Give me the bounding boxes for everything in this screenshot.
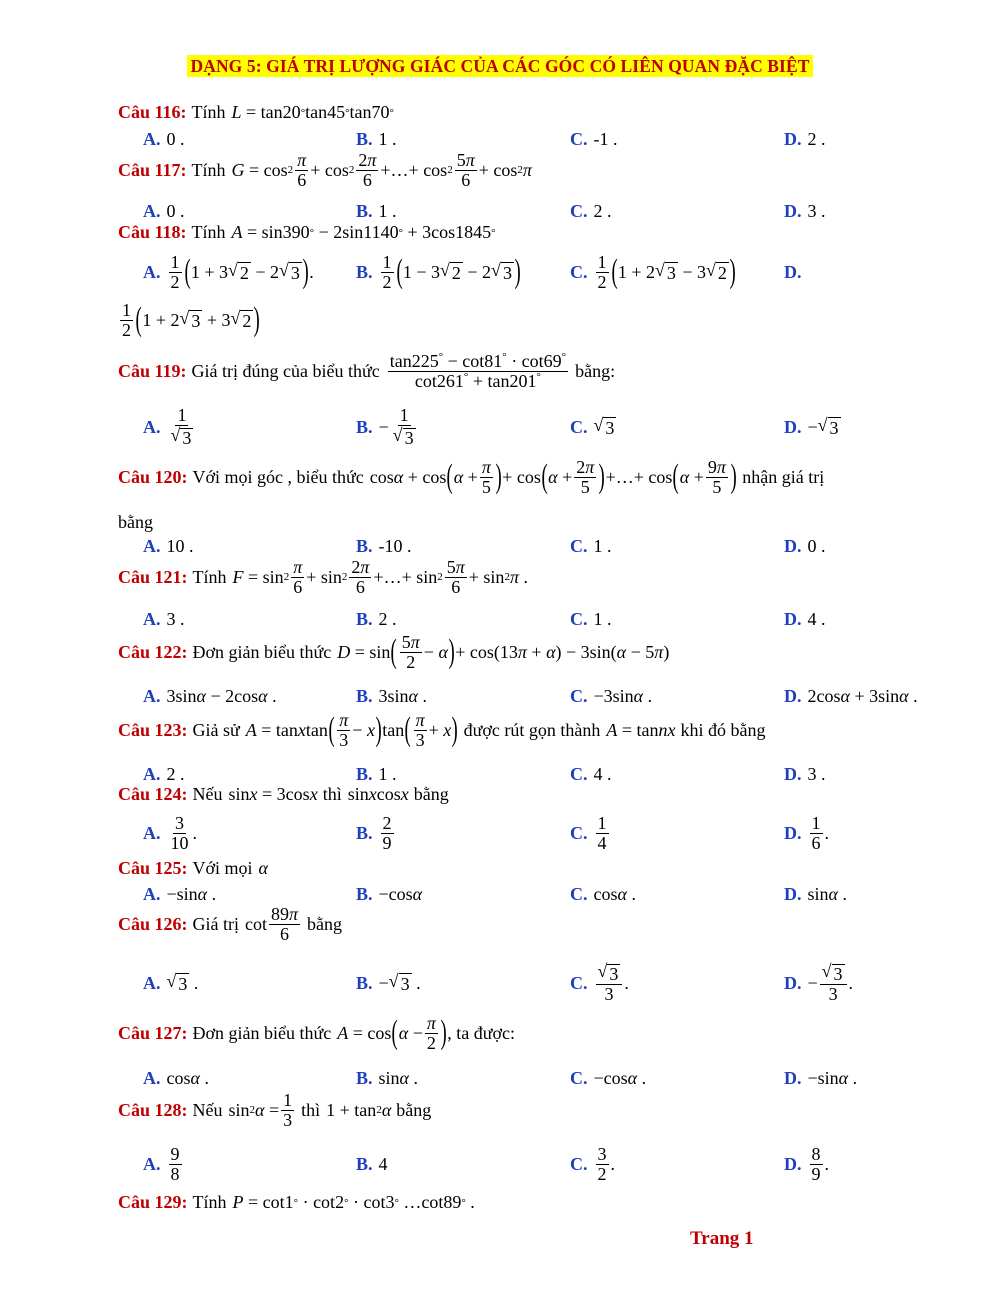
page-number: Trang 1 <box>690 1228 754 1249</box>
formula-result: A = tan nx <box>606 719 676 740</box>
option-c[interactable]: C. 1 . <box>570 608 612 629</box>
question-124 <box>118 784 455 805</box>
question-text: Với mọi góc , biểu thức <box>192 466 364 487</box>
formula: A = sin390 ° − 2sin1140 ° + 3cos1845 ° <box>231 222 496 242</box>
question-116 <box>118 102 394 123</box>
formula: D = sin ( $\frac{5\pi}{2}$ − α ) + cos(13 π + α ) − 3sin( α − 5 π ) <box>337 632 670 672</box>
question-125 <box>118 858 268 879</box>
question-text: Nếu <box>192 1099 223 1120</box>
question-text: Tính <box>191 222 226 242</box>
option-d[interactable]: D. <box>784 261 802 282</box>
options-124 <box>143 810 963 856</box>
option-b[interactable]: B. 1 . <box>356 200 397 221</box>
option-c[interactable]: C. √ 3 <box>570 415 615 438</box>
options-120 <box>143 531 963 561</box>
option-c[interactable]: C. −3sin α . <box>570 685 653 706</box>
formula: L = tan20 ° tan45 ° tan70 ° <box>231 102 394 122</box>
question-label: Câu 125: <box>118 858 188 878</box>
option-c[interactable]: C. $\frac{1}{2}$ ( 1 + 2 √ 3 − 3 √ 2 ) <box>570 251 736 292</box>
formula: G = cos 2 $\frac{\pi}{6}$ + cos 2 $\frac{2\pi}{6}$ +…+ cos 2 $\frac{5\pi}{6}$ + cos 2 π <box>231 150 532 190</box>
question-label: Câu 127: <box>118 1022 188 1043</box>
question-text-after: bằng <box>396 1099 432 1120</box>
option-c[interactable]: C. 2 . <box>570 200 612 221</box>
formula: sin 2 α = $\frac{1}{3}$ <box>228 1090 293 1130</box>
option-b[interactable]: B. 3sin α . <box>356 685 427 706</box>
option-a[interactable]: A. 10 . <box>143 535 194 556</box>
option-c[interactable]: C. cos α . <box>570 883 636 904</box>
options-127 <box>143 1063 963 1093</box>
question-121 <box>118 558 528 597</box>
question-129 <box>118 1192 475 1213</box>
options-119 <box>143 404 963 450</box>
option-a[interactable]: A. 1 √ 3 <box>143 405 192 448</box>
option-c[interactable]: C. 1 . <box>570 535 612 556</box>
question-text-after: , ta được: <box>447 1022 515 1043</box>
option-d[interactable]: D. − √ 3 3 . <box>784 961 854 1004</box>
question-label: Câu 117: <box>118 159 187 180</box>
option-b[interactable]: B. 2 . <box>356 608 397 629</box>
option-b[interactable]: B. 4 <box>356 1153 388 1174</box>
formula: A = tan x tan ( $\frac{\pi}{3}$ − x ) tan ( $\frac{\pi}{3}$ + x ) <box>245 710 459 750</box>
question-text-after: khi đó bằng <box>680 719 766 740</box>
question-text-mid: thì <box>301 1099 321 1120</box>
question-label: Câu 123: <box>118 719 188 740</box>
options-121 <box>143 604 963 634</box>
option-a[interactable]: A. $\frac{9}{8}$ <box>143 1143 180 1184</box>
option-b[interactable]: B. 1 . <box>356 128 397 149</box>
option-d-continued: $\frac{1}{2}$ ( 1 + 2 √ 3 + 3 √ 2 ) <box>122 300 261 340</box>
option-b[interactable]: B. 1 . <box>356 763 397 784</box>
options-128 <box>143 1141 963 1187</box>
option-a[interactable]: A. 3 . <box>143 608 185 629</box>
formula: P = cot1 ° · cot2 ° · cot3 ° …cot89 ° . <box>232 1192 475 1212</box>
question-120-continued: bằng <box>118 512 153 532</box>
option-a[interactable]: A. 2 . <box>143 763 185 784</box>
question-text-after: bằng <box>307 913 343 934</box>
formula: $\frac{\tan 225^\circ - \cot 81^\circ \cdot \cot 69^\circ}{\cot 261^\circ + \tan 201^\circ}$ <box>389 351 567 391</box>
question-text: Giá trị đúng của biểu thức <box>191 360 380 381</box>
question-126 <box>118 905 348 944</box>
options-118 <box>143 250 963 294</box>
question-text: Với mọi <box>192 858 253 878</box>
question-text: Đơn giản biểu thức <box>192 641 332 662</box>
question-text-mid: được rút gọn thành <box>463 719 601 740</box>
question-127 <box>118 1014 521 1053</box>
question-119 <box>118 352 621 391</box>
option-a[interactable]: A. $\frac{1}{2}$ ( 1 + 3 √ 2 − 2 √ 3 ) . <box>143 251 314 292</box>
option-d[interactable]: D. sin α . <box>784 883 847 904</box>
formula: cos α + cos ( α + $\frac{\pi}{5}$ ) + cos ( α + $\frac{2\pi}{5}$ ) +…+ cos ( α + $\frac{9\pi}{5}$ ) <box>369 457 737 497</box>
question-label: Câu 116: <box>118 102 187 122</box>
option-a[interactable]: A. 3sin α − 2cos α . <box>143 685 277 706</box>
question-128 <box>118 1091 437 1130</box>
option-b[interactable]: B. − √ 3 . <box>356 971 421 994</box>
section-title: DẠNG 5: GIÁ TRỊ LƯỢNG GIÁC CỦA CÁC GÓC CÓ LIÊN QUAN ĐẶC BIỆT <box>187 55 812 77</box>
question-label: Câu 122: <box>118 641 188 662</box>
section-header <box>0 56 1000 77</box>
option-b[interactable]: B. − 1 √ 3 <box>356 405 414 448</box>
option-c[interactable]: C. √ 3 3 . <box>570 961 629 1004</box>
option-c[interactable]: C. 4 . <box>570 763 612 784</box>
option-c[interactable]: C. $\frac{3}{2}$ . <box>570 1143 615 1184</box>
question-label: Câu 120: <box>118 466 188 487</box>
option-a[interactable]: A. 0 . <box>143 128 185 149</box>
question-text: Tính <box>191 102 226 122</box>
option-a[interactable]: A. $\frac{3}{10}$ . <box>143 812 197 853</box>
option-d[interactable]: D. $\frac{8}{9}$ . <box>784 1143 829 1184</box>
option-d[interactable]: D. − √ 3 <box>784 415 839 438</box>
formula: sin x = 3cos x <box>228 784 318 804</box>
option-d[interactable]: D. $\frac{1}{6}$ . <box>784 812 829 853</box>
question-text-mid: thì <box>322 784 342 804</box>
options-126 <box>143 958 963 1008</box>
question-text: Đơn giản biểu thức <box>192 1022 332 1043</box>
question-text: Giả sử <box>192 719 240 740</box>
option-d[interactable]: D. 3 . <box>784 763 826 784</box>
option-d[interactable]: D. 3 . <box>784 200 826 221</box>
option-b[interactable]: B. $\frac{1}{2}$ ( 1 − 3 √ 2 − 2 √ 3 ) <box>356 251 521 292</box>
formula: α <box>258 858 268 878</box>
question-label: Câu 118: <box>118 222 187 242</box>
question-text: Giá trị <box>192 913 240 934</box>
formula: F = sin 2 $\frac{\pi}{6}$ + sin 2 $\frac{2\pi}{6}$ +…+ sin 2 $\frac{5\pi}{6}$ + sin 2 π . <box>232 557 528 597</box>
question-text: Tính <box>192 1192 227 1212</box>
option-c[interactable]: C. -1 . <box>570 128 618 149</box>
question-label: Câu 119: <box>118 360 187 381</box>
option-d[interactable]: D. 2 . <box>784 128 826 149</box>
question-label: Câu 124: <box>118 784 188 804</box>
option-c[interactable]: C. −cos α . <box>570 1067 647 1088</box>
formula: A = cos ( α − $\frac{\pi}{2}$ ) <box>337 1013 447 1053</box>
question-117 <box>118 151 532 190</box>
option-d[interactable]: D. 4 . <box>784 608 826 629</box>
option-b[interactable]: B. $\frac{2}{9}$ <box>356 812 392 853</box>
options-122 <box>143 681 963 711</box>
question-label: Câu 128: <box>118 1099 188 1120</box>
question-text-after: bằng <box>413 784 449 804</box>
formula-2: 1 + tan 2 α <box>326 1099 392 1120</box>
option-b[interactable]: B. −cos α <box>356 883 423 904</box>
question-label: Câu 126: <box>118 913 188 934</box>
option-d[interactable]: D. 0 . <box>784 535 826 556</box>
question-122 <box>118 633 669 672</box>
option-a[interactable]: A. 0 . <box>143 200 185 221</box>
option-d[interactable]: D. −sin α . <box>784 1067 858 1088</box>
option-d[interactable]: D. 2cos α + 3sin α . <box>784 685 918 706</box>
option-b[interactable]: B. -10 . <box>356 535 412 556</box>
option-a[interactable]: A. cos α . <box>143 1067 209 1088</box>
option-a[interactable]: A. −sin α . <box>143 883 217 904</box>
formula: cot $\frac{89\pi}{6}$ <box>245 904 299 944</box>
question-118 <box>118 222 496 243</box>
question-text: Tính <box>192 566 227 587</box>
question-text: Tính <box>191 159 226 180</box>
options-116 <box>143 124 963 154</box>
question-120 <box>118 458 830 497</box>
question-label: Câu 129: <box>118 1192 188 1212</box>
formula-2: sin x cos x <box>347 784 409 804</box>
question-text-after: nhận giá trị <box>742 466 825 487</box>
question-123 <box>118 711 772 750</box>
option-b[interactable]: B. sin α . <box>356 1067 418 1088</box>
question-text-after: bằng: <box>575 360 616 381</box>
question-text: Nếu <box>192 784 223 804</box>
option-a[interactable]: A. √ 3 . <box>143 971 199 994</box>
question-label: Câu 121: <box>118 566 188 587</box>
option-c[interactable]: C. $\frac{1}{4}$ <box>570 812 607 853</box>
